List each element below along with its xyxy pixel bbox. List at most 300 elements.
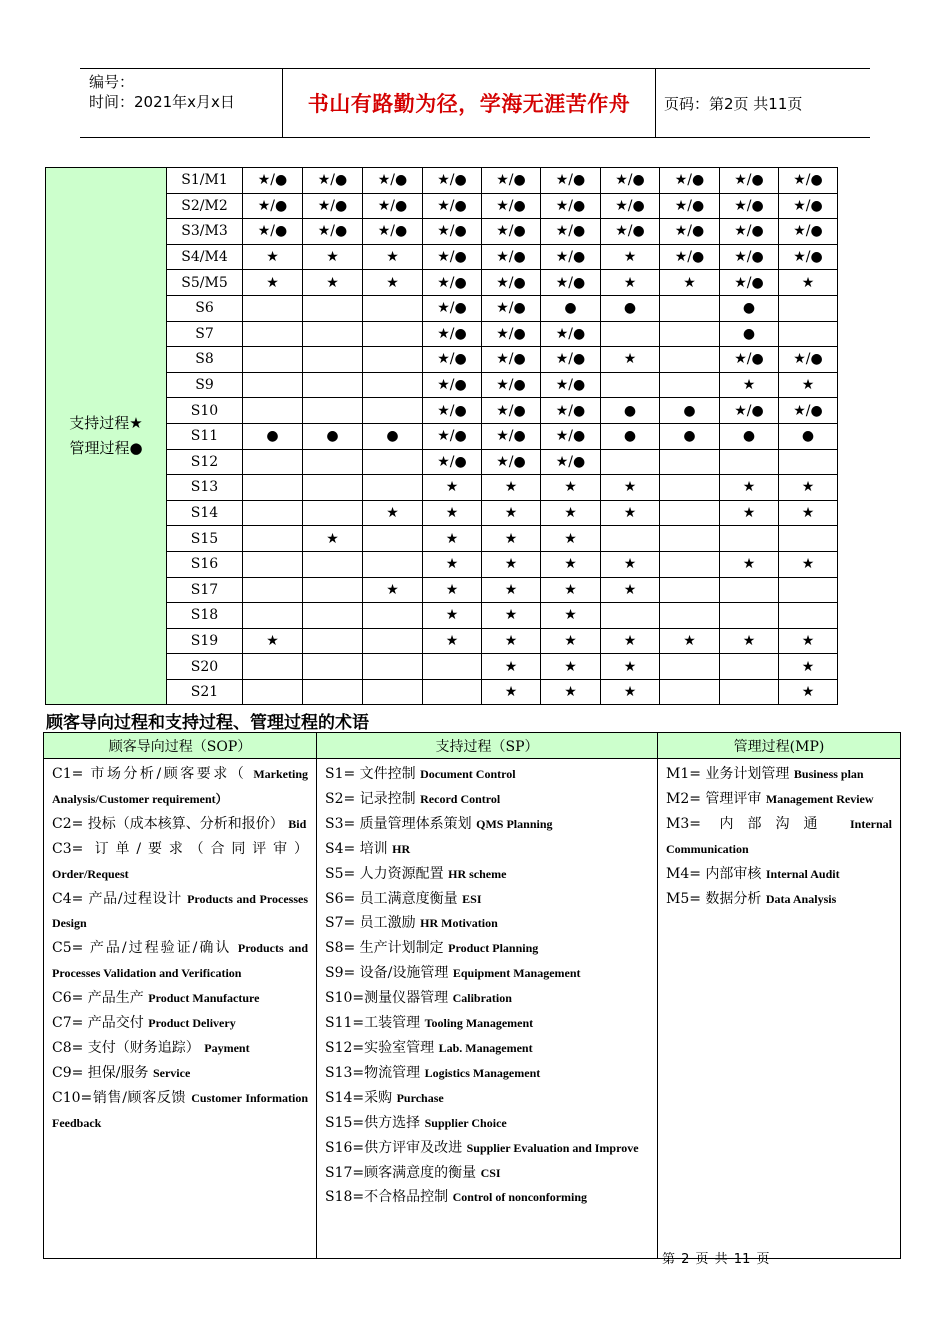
sp-term-zh: S4= 培训 [325,840,388,857]
matrix-cell: ★/● [660,168,720,194]
matrix-cell [243,500,303,526]
sp-term [325,762,649,787]
matrix-cell: ★/● [720,219,779,245]
matrix-cell: ★ [482,679,541,705]
matrix-cell [660,679,720,705]
mp-term-list [666,762,892,911]
matrix-cell: ★/● [660,193,720,219]
matrix-cell: ★/● [779,168,838,194]
matrix-cell [779,449,838,475]
matrix-cell: ★/● [482,372,541,398]
legend-support-process: 支持过程★ [69,414,143,433]
sop-term-en: Payment [204,1040,250,1055]
sp-term [325,862,649,887]
sp-term-en: Tooling Management [424,1016,534,1031]
matrix-row-label: S16 [167,551,243,577]
matrix-cell: ● [601,398,660,424]
mp-term-zh: M1= 业务计划管理 [666,766,790,782]
matrix-cell: ● [303,423,363,449]
matrix-cell: ★/● [541,244,601,270]
matrix-cell [660,500,720,526]
matrix-cell: ★ [779,628,838,654]
matrix-cell: ★/● [482,398,541,424]
matrix-cell: ★ [423,577,482,603]
matrix-cell [363,679,423,705]
matrix-row-label: S20 [167,654,243,680]
sop-term-zh: C1= 市场分析/顾客要求（ [52,766,247,782]
matrix-cell: ● [660,423,720,449]
matrix-cell: ★/● [423,372,482,398]
matrix-cell: ★/● [482,295,541,321]
matrix-cell: ★ [601,347,660,373]
matrix-cell: ★ [779,551,838,577]
matrix-cell: ★ [541,500,601,526]
matrix-cell: ★/● [541,372,601,398]
matrix-cell: ★/● [601,193,660,219]
matrix-cell [243,449,303,475]
sop-term [52,887,308,937]
matrix-cell [243,347,303,373]
matrix-cell: ★ [541,577,601,603]
matrix-cell: ★ [601,628,660,654]
header-motto-cell [283,69,656,137]
sp-term [325,986,649,1011]
matrix-cell [303,449,363,475]
matrix-cell: ★/● [423,270,482,296]
sop-term-en: Customer Information Feedback [52,1090,308,1130]
matrix-cell [303,372,363,398]
matrix-cell [660,654,720,680]
matrix-cell: ★/● [482,347,541,373]
sp-term [325,887,649,912]
matrix-cell: ★/● [423,168,482,194]
sp-term [325,837,649,862]
matrix-legend-cell [46,168,167,705]
matrix-cell: ★/● [423,398,482,424]
sop-term-zh: C3= 订单/要求（合同评审） [52,840,308,857]
sp-term-zh: S11=工装管理 [325,1015,421,1032]
sop-term-en: Products and Processes Validation and Verification [52,941,308,981]
matrix-cell: ★ [482,500,541,526]
matrix-cell [779,526,838,552]
matrix-cell [660,347,720,373]
matrix-cell [779,577,838,603]
matrix-cell [660,475,720,501]
matrix-cell [363,526,423,552]
matrix-cell: ★ [243,244,303,270]
mp-term [666,812,892,862]
sp-term-zh: S6= 员工满意度衡量 [325,890,458,907]
sp-term [325,1036,649,1061]
matrix-cell: ★ [541,679,601,705]
matrix-cell: ★ [660,270,720,296]
matrix-cell [243,475,303,501]
matrix-cell: ★ [660,628,720,654]
sp-term-en: Document Control [420,767,516,781]
matrix-cell [243,603,303,629]
matrix-cell: ★/● [779,193,838,219]
matrix-cell [303,347,363,373]
sp-term-zh: S2= 记录控制 [325,790,416,807]
header-page-info: 页码：第2页 共11页 [664,94,803,113]
sop-term [52,1086,308,1136]
sp-term [325,1111,649,1136]
sp-term [325,936,649,961]
matrix-cell [779,321,838,347]
matrix-cell: ★ [720,475,779,501]
matrix-cell [660,295,720,321]
matrix-cell [243,398,303,424]
matrix-cell: ★ [601,551,660,577]
matrix-cell [779,603,838,629]
matrix-row-label: S17 [167,577,243,603]
sp-term [325,1011,649,1036]
sop-term-en: Product Manufacture [148,991,260,1006]
sp-term-zh: S1= 文件控制 [325,766,416,782]
sp-term [325,1061,649,1086]
matrix-cell [243,526,303,552]
matrix-cell: ★/● [363,193,423,219]
matrix-cell: ● [601,295,660,321]
sop-term [52,986,308,1011]
sp-term-zh: S9= 设备/设施管理 [325,965,449,982]
matrix-cell: ● [601,423,660,449]
matrix-cell: ★/● [482,321,541,347]
matrix-cell [720,654,779,680]
sp-term-list [325,762,649,1210]
matrix-cell [660,526,720,552]
matrix-cell: ★/● [660,244,720,270]
matrix-row-label: S11 [167,423,243,449]
matrix-cell: ★/● [660,219,720,245]
sop-term [52,936,308,986]
matrix-row-label: S1/M1 [167,168,243,194]
matrix-cell: ★ [303,270,363,296]
matrix-cell [720,603,779,629]
matrix-cell [303,321,363,347]
matrix-row-label: S12 [167,449,243,475]
matrix-cell: ★/● [779,398,838,424]
matrix-row-label: S18 [167,603,243,629]
sp-term-en: Equipment Management [452,966,581,981]
matrix-cell: ★/● [482,168,541,194]
matrix-cell: ★ [303,244,363,270]
mp-term-en: Management Review [765,791,874,806]
matrix-cell [303,628,363,654]
header-meta [80,69,283,137]
matrix-cell: ★ [779,475,838,501]
glossary-sop-cell [44,759,317,1259]
matrix-cell [363,449,423,475]
glossary-sp-cell [317,759,658,1259]
matrix-row-label: S13 [167,475,243,501]
glossary-header-sp: 支持过程（SP） [317,733,658,759]
matrix-cell: ● [363,423,423,449]
matrix-cell: ★/● [423,423,482,449]
matrix-cell: ● [541,295,601,321]
sp-term [325,1136,649,1161]
sp-term-zh: S5= 人力资源配置 [325,865,444,882]
matrix-row-label: S8 [167,347,243,373]
sp-term-zh: S13=物流管理 [325,1064,421,1081]
sop-term-en: Products and Processes Design [52,891,308,931]
matrix-cell [601,372,660,398]
matrix-cell: ★ [243,628,303,654]
matrix-cell: ★ [779,270,838,296]
sp-term-zh: S12=实验室管理 [325,1039,435,1056]
matrix-cell [720,577,779,603]
matrix-cell [303,654,363,680]
sop-term [52,1011,308,1036]
matrix-cell [720,679,779,705]
matrix-cell: ★ [779,372,838,398]
matrix-row-label: S9 [167,372,243,398]
header-motto: 书山有路勤为径，学海无涯苦作舟 [307,92,631,116]
sp-term-en: Supplier Choice [424,1115,507,1130]
matrix-cell: ★/● [423,347,482,373]
matrix-cell [423,679,482,705]
matrix-cell [363,347,423,373]
matrix-cell [303,500,363,526]
sp-term-en: Record Control [420,791,501,806]
mp-term [666,887,892,912]
matrix-cell: ★ [601,500,660,526]
matrix-cell: ★/● [541,219,601,245]
matrix-cell: ★ [423,500,482,526]
sop-term-zh: C4= 产品/过程设计 [52,890,182,907]
sp-term-zh: S18=不合格品控制 [325,1189,449,1206]
matrix-cell: ★/● [303,168,363,194]
sop-term-zh: C10=销售/顾客反馈 [52,1089,187,1106]
matrix-cell: ★ [779,679,838,705]
sp-term [325,787,649,812]
sp-term-en: Purchase [396,1090,444,1105]
matrix-cell: ★/● [541,270,601,296]
matrix-cell [660,577,720,603]
sop-term [52,1061,308,1086]
matrix-cell: ★/● [720,168,779,194]
matrix-cell: ★ [363,500,423,526]
matrix-cell [660,551,720,577]
mp-term [666,862,892,887]
matrix-cell: ★ [601,475,660,501]
matrix-cell: ★ [779,654,838,680]
glossary-header-mp: 管理过程(MP) [658,733,901,759]
matrix-body [46,168,838,705]
matrix-cell [601,449,660,475]
sop-term [52,837,308,887]
glossary-title: 顾客导向过程和支持过程、管理过程的术语 [46,713,369,733]
matrix-cell [363,372,423,398]
sop-term-en: Service [152,1065,191,1080]
matrix-row-label: S10 [167,398,243,424]
glossary-mp-cell [658,759,901,1259]
matrix-row [46,168,838,194]
matrix-cell [601,526,660,552]
matrix-row-label: S5/M5 [167,270,243,296]
matrix-cell [303,577,363,603]
page-header [80,68,870,138]
sp-term-en: CSI [480,1165,501,1180]
matrix-cell: ★ [601,577,660,603]
matrix-cell: ★ [423,628,482,654]
matrix-cell: ★/● [541,449,601,475]
sop-term-list [52,762,308,1136]
matrix-cell: ★/● [423,295,482,321]
sp-term-en: HR Motivation [420,916,498,931]
matrix-cell: ★/● [303,193,363,219]
sop-term-en: Order/Request [52,866,129,881]
mp-term-zh: M2= 管理评审 [666,790,762,807]
matrix-cell [243,551,303,577]
matrix-cell [303,398,363,424]
sp-term-zh: S14=采购 [325,1089,393,1106]
sop-term [52,762,308,812]
matrix-cell: ★ [423,526,482,552]
sp-term-zh: S15=供方选择 [325,1114,421,1131]
matrix-cell: ★ [482,577,541,603]
sop-term-en: Bid [288,816,307,831]
matrix-cell [303,679,363,705]
matrix-cell: ★/● [303,219,363,245]
sp-term-en: HR scheme [448,866,507,881]
sp-term-en: Lab. Management [438,1040,533,1055]
mp-term-en: Business plan [793,767,864,781]
glossary-header-row [44,733,901,759]
matrix-cell: ★/● [720,270,779,296]
matrix-cell: ★ [720,628,779,654]
matrix-cell [363,295,423,321]
matrix-row-label: S21 [167,679,243,705]
matrix-cell [660,321,720,347]
matrix-cell [243,295,303,321]
matrix-cell: ★ [541,603,601,629]
sp-term-zh: S7= 员工激励 [325,915,416,932]
matrix-cell: ★ [601,270,660,296]
sp-term-zh: S17=顾客满意度的衡量 [325,1164,477,1181]
matrix-cell: ● [720,423,779,449]
matrix-cell: ★/● [423,449,482,475]
matrix-row-label: S7 [167,321,243,347]
glossary-header-sop: 顾客导向过程（SOP） [44,733,317,759]
matrix-cell [660,449,720,475]
matrix-cell: ★ [423,475,482,501]
sp-term-zh: S16=供方评审及改进 [325,1139,463,1156]
matrix-cell: ★/● [779,347,838,373]
matrix-cell: ★ [482,475,541,501]
sp-term-en: QMS Planning [476,816,553,831]
sop-term-zh: C6= 产品生产 [52,990,144,1007]
matrix-cell: ★ [779,500,838,526]
matrix-cell: ★ [541,654,601,680]
sp-term [325,911,649,936]
matrix-cell [720,449,779,475]
matrix-cell: ● [779,423,838,449]
matrix-cell [303,551,363,577]
matrix-cell: ★/● [720,347,779,373]
matrix-cell: ★ [303,526,363,552]
page-footer: 第 2 页 共 11 页 [662,1252,770,1267]
sop-term-en: Marketing Analysis/Customer requirement） [52,767,308,806]
glossary-content-row [44,759,901,1259]
sop-term-zh: C7= 产品交付 [52,1015,144,1032]
matrix-cell: ★/● [720,193,779,219]
matrix-cell: ★ [482,526,541,552]
mp-term-zh: M5= 数据分析 [666,890,762,907]
matrix-cell: ★/● [423,321,482,347]
matrix-cell: ★ [243,270,303,296]
document-time-label: 时间：2021年x月x日 [89,93,235,111]
sp-term-en: HR [392,841,411,856]
header-page-cell [656,69,870,137]
matrix-cell [423,654,482,680]
matrix-cell [363,603,423,629]
matrix-cell: ★ [482,551,541,577]
matrix-row-label: S2/M2 [167,193,243,219]
process-matrix-table [45,167,838,705]
matrix-cell: ★ [601,679,660,705]
sop-term [52,1036,308,1061]
sop-term [52,812,308,837]
sop-term-en: Product Delivery [148,1016,236,1031]
matrix-cell [660,603,720,629]
matrix-cell: ★/● [423,219,482,245]
matrix-cell: ● [720,321,779,347]
matrix-cell: ★/● [601,168,660,194]
legend-management-process: 管理过程● [69,439,143,458]
sp-term-en: ESI [462,891,482,906]
matrix-cell [243,679,303,705]
sp-term-en: Calibration [452,991,512,1006]
mp-term-en: Internal Communication [666,816,892,856]
sp-term [325,1161,649,1186]
matrix-cell: ★/● [541,321,601,347]
matrix-cell [303,603,363,629]
matrix-cell: ★/● [482,193,541,219]
sp-term-zh: S8= 生产计划制定 [325,940,444,957]
matrix-cell [363,654,423,680]
matrix-cell: ★ [482,603,541,629]
mp-term-en: Data Analysis [765,891,837,906]
matrix-cell: ★/● [423,193,482,219]
matrix-cell: ★ [720,372,779,398]
matrix-cell [303,295,363,321]
document-number-label: 编号： [89,73,135,91]
matrix-cell: ★/● [363,168,423,194]
matrix-row-label: S19 [167,628,243,654]
matrix-cell: ★/● [541,398,601,424]
matrix-cell: ★ [541,526,601,552]
matrix-cell: ● [720,295,779,321]
matrix-cell [243,577,303,603]
matrix-cell: ★ [720,500,779,526]
matrix-cell [660,372,720,398]
sp-term [325,961,649,986]
matrix-cell: ★ [541,475,601,501]
matrix-cell [363,551,423,577]
matrix-cell [601,603,660,629]
matrix-row-label: S4/M4 [167,244,243,270]
matrix-cell: ★/● [482,244,541,270]
matrix-cell [243,372,303,398]
matrix-cell: ★/● [482,270,541,296]
matrix-cell [363,628,423,654]
matrix-cell: ★ [601,244,660,270]
glossary-table [43,732,901,1259]
matrix-cell: ★/● [482,423,541,449]
sop-term-zh: C5= 产品/过程验证/确认 [52,940,232,957]
matrix-row-label: S15 [167,526,243,552]
